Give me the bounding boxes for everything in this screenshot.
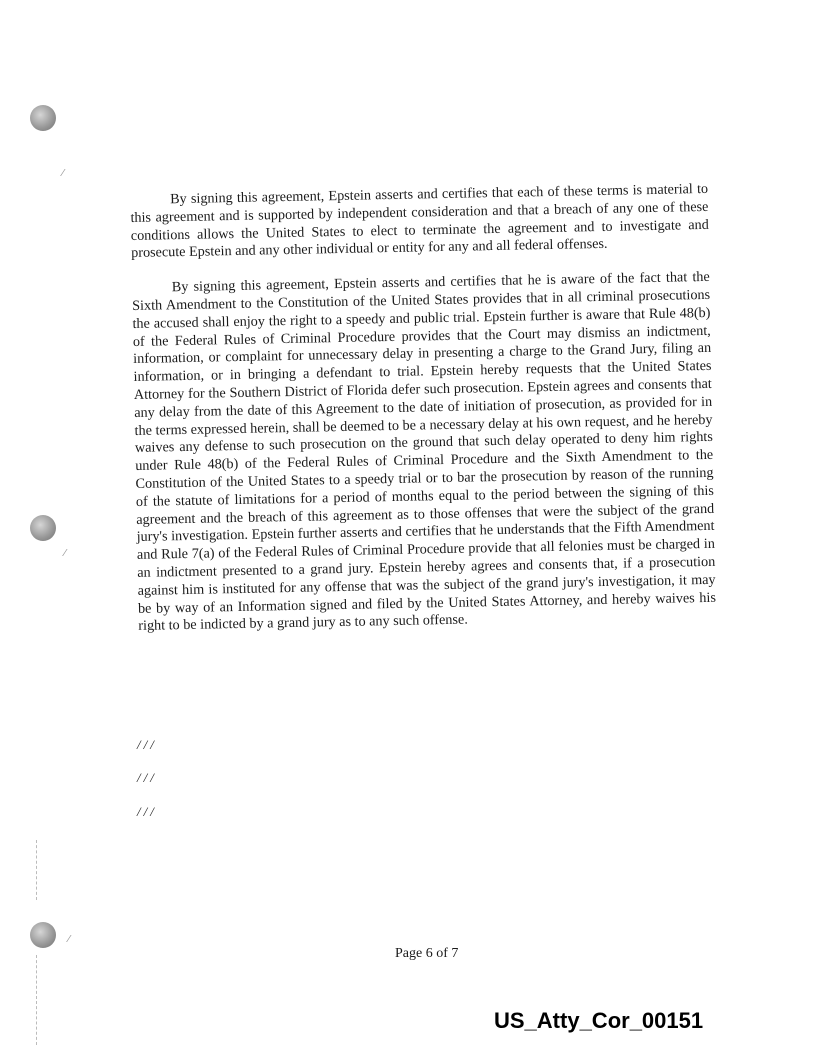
scan-edge-line [36,955,38,1045]
agreement-body [130,181,717,653]
scan-mark: ⁄ [62,168,64,179]
page-number: Page 6 of 7 [395,946,459,961]
scan-edge-line [36,840,38,900]
paragraph-speedy-trial-waiver: By signing this agreement, Epstein asserts and certifies that he is aware of the fact that the Sixth Amendment to the Constitution of the United States provides that in all criminal prosecutions the accused shall enjoy the right to a speedy and public trial. Epstein further is aware that Rule 48(b) of the Federal Rules of Criminal Procedure provides that the Court may dismiss an indictment, information, or complaint for unnecessary delay in presenting a charge to the Grand Jury, filing an information, or in bringing a defendant to trial. Epstein hereby requests that the United States Attorney for the Southern District of Florida defer such prosecution. Epstein agrees and consents that any delay from the date of this Agreement to the date of initiation of prosecution, as provided for in the terms expressed herein, shall be deemed to be a necessary delay at his own request, and he hereby waives any defense to such prosecution on the ground that such delay operated to deny him rights under Rule 48(b) of the Federal Rules of Criminal Procedure and the Sixth Amendment to the Constitution of the United States to a speedy trial or to bar the prosecution by reason of the running of the statute of limitations for a period of months equal to the period between the signing of this agreement and the breach of this agreement as to those offenses that were the subject of the grand jury's investigation. Epstein further asserts and certifies that he understands that the Fifth Amendment and Rule 7(a) of the Federal Rules of Criminal Procedure provide that all felonies must be charged in an indictment presented to a grand jury. Epstein hereby agrees and consents that, if a prosecution against him is instituted for any offense that was the subject of the grand jury's investigation, it may be by way of an Information signed and filed by the United States Attorney, and hereby waives his right to be indicted by a grand jury as to any such offense. [132,269,717,635]
separator-mark: /// [137,770,157,785]
separator-mark: /// [137,737,157,752]
separator-mark: /// [137,804,157,819]
binder-hole-bottom [30,922,56,948]
scan-mark: ⁄ [68,934,70,945]
bates-number: US_Atty_Cor_00151 [494,1008,704,1033]
binder-hole-top [30,105,56,131]
paragraph-terms-material: By signing this agreement, Epstein asserts and certifies that each of these terms is material to this agreement and is supported by independent consideration and that a breach of any one of these conditions allows the United States to elect to terminate the agreement and to investigate and prosecute Epstein and any other individual or entity for any and all federal offenses. [130,180,709,262]
binder-hole-middle [30,515,56,541]
scan-mark: ⁄ [64,548,66,559]
